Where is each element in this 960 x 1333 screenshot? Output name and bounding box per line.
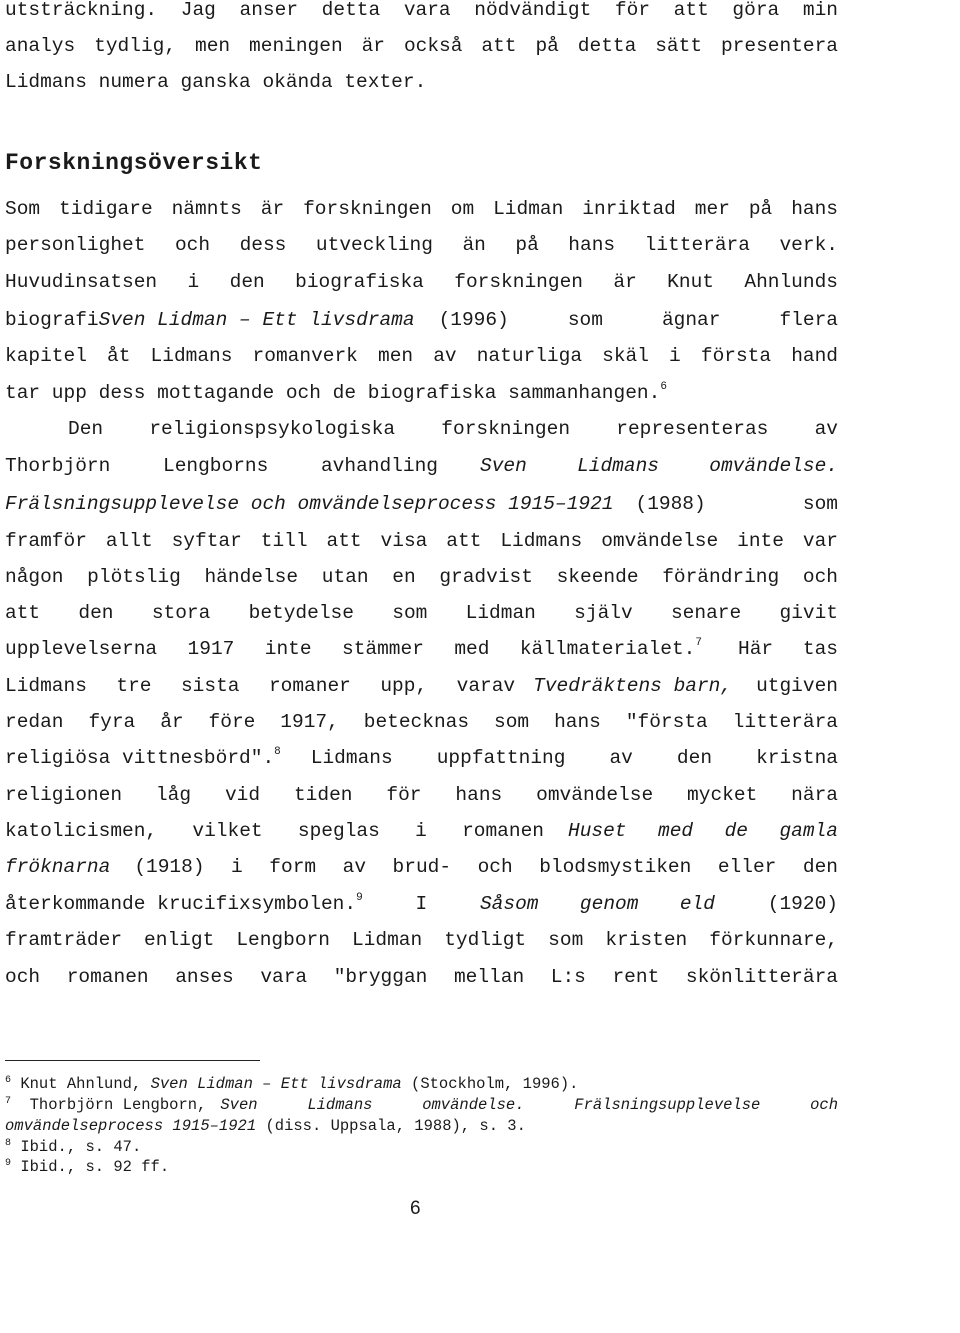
text: att den stora betydelse som Lidman själv senare givit bbox=[5, 602, 838, 624]
text: Thorbjörn Lengborns avhandling bbox=[5, 455, 438, 477]
text: kapitel åt Lidmans romanverk men av naturliga skäl i första hand bbox=[5, 345, 838, 367]
text: Som tidigare nämnts är forskningen om Lidman inriktad mer på hans bbox=[5, 198, 838, 220]
text: Lidmans uppfattning av den kristna bbox=[310, 747, 838, 769]
text: Lidmans numera ganska okända texter. bbox=[5, 71, 427, 93]
text: utgiven bbox=[756, 675, 838, 697]
text: (1988) som bbox=[635, 493, 838, 515]
text bbox=[5, 378, 667, 408]
book-title: Frälsningsupplevelse och omvändelseprocess 1915–1921 bbox=[5, 493, 614, 515]
para1-line-3 bbox=[5, 267, 838, 297]
footnote-divider bbox=[5, 1060, 260, 1061]
text: Knut Ahnlund, bbox=[20, 1075, 142, 1093]
para1-line-1 bbox=[5, 194, 838, 224]
para2-line-14 bbox=[5, 889, 838, 919]
para1-line-2 bbox=[5, 230, 838, 260]
book-title: fröknarna bbox=[5, 856, 111, 878]
footnote-number: 6 bbox=[5, 1075, 12, 1086]
text: Ibid., s. 47. bbox=[20, 1138, 142, 1156]
text: I bbox=[415, 893, 428, 915]
footnote-8 bbox=[5, 1137, 141, 1158]
para2-line-11 bbox=[5, 780, 838, 810]
text bbox=[5, 889, 363, 919]
text: katolicismen, vilket speglas i romanen bbox=[5, 820, 544, 842]
para2-line-12 bbox=[5, 816, 838, 846]
para2-line-4 bbox=[5, 526, 838, 556]
text: Thorbjörn Lengborn, bbox=[29, 1096, 207, 1114]
footnote-7 bbox=[5, 1095, 838, 1116]
text: religionen låg vid tiden för hans omvändelse mycket nära bbox=[5, 784, 838, 806]
para2-line-8 bbox=[5, 671, 838, 701]
book-title: Huset med de gamla bbox=[568, 820, 838, 842]
text: framför allt syftar till att visa att Lidmans omvändelse inte var bbox=[5, 530, 838, 552]
text: tar upp dess mottagande och de biografiska sammanhangen. bbox=[5, 382, 661, 404]
text: (diss. Uppsala, 1988), s. 3. bbox=[265, 1117, 526, 1135]
text: (1996) som ägnar flera bbox=[438, 309, 838, 331]
text: biografi bbox=[5, 309, 99, 331]
book-title: Sven Lidmans omvändelse. Frälsningsupplevelse och bbox=[220, 1096, 838, 1114]
para1-line-5 bbox=[5, 341, 838, 371]
text: (1920) bbox=[767, 893, 838, 915]
book-title: Sven Lidman – Ett livsdrama bbox=[98, 309, 415, 331]
text: framträder enligt Lengborn Lidman tydligt som kristen förkunnare, bbox=[5, 929, 838, 951]
text bbox=[5, 634, 702, 664]
text: personlighet och dess utveckling än på hans litterära verk. bbox=[5, 234, 838, 256]
text: utsträckning. Jag anser detta vara nödvändigt för att göra min bbox=[5, 0, 838, 21]
footnote-number: 7 bbox=[5, 1096, 12, 1107]
book-title: Såsom genom eld bbox=[479, 893, 715, 915]
text: någon plötslig händelse utan en gradvist skeende förändring och bbox=[5, 566, 838, 588]
footnote-7-cont bbox=[5, 1116, 526, 1137]
text: Lidmans tre sista romaner upp, varav bbox=[5, 675, 516, 697]
text: (1918) i form av brud- och blodsmystiken eller den bbox=[134, 856, 838, 878]
text: analys tydlig, men meningen är också att på detta sätt presentera bbox=[5, 35, 838, 57]
text: Här tas bbox=[738, 638, 838, 660]
text: Huvudinsatsen i den biografiska forskningen är Knut Ahnlunds bbox=[5, 271, 838, 293]
text: (Stockholm, 1996). bbox=[411, 1075, 579, 1093]
para2-line-10 bbox=[5, 743, 838, 773]
para1-line-4 bbox=[5, 305, 838, 335]
para2-line-5 bbox=[5, 562, 838, 592]
footnote-number: 9 bbox=[5, 1158, 12, 1169]
text: Ibid., s. 92 ff. bbox=[20, 1158, 170, 1176]
para2-line-7 bbox=[5, 634, 838, 664]
text: upplevelserna 1917 inte stämmer med källmaterialet. bbox=[5, 638, 696, 660]
book-title: Tvedräktens barn, bbox=[533, 675, 733, 697]
text: och romanen anses vara "bryggan mellan L:s rent skönlitterära bbox=[5, 966, 838, 988]
text: återkommande krucifixsymbolen. bbox=[5, 893, 357, 915]
para2-line-2 bbox=[5, 451, 838, 481]
intro-line-3 bbox=[5, 67, 838, 97]
text: redan fyra år före 1917, betecknas som hans "första litterära bbox=[5, 711, 838, 733]
footnote-number: 8 bbox=[5, 1138, 12, 1149]
footnote-ref[interactable]: 9 bbox=[356, 892, 363, 904]
section-heading: Forskningsöversikt bbox=[5, 150, 263, 176]
para2-line-3 bbox=[5, 489, 838, 519]
intro-line-2 bbox=[5, 31, 838, 61]
para2-line-16 bbox=[5, 962, 838, 992]
footnote-6 bbox=[5, 1074, 578, 1095]
para2-line-15 bbox=[5, 925, 838, 955]
para2-line-9 bbox=[5, 707, 838, 737]
text: Den religionspsykologiska forskningen representeras av bbox=[68, 418, 838, 440]
footnote-ref[interactable]: 6 bbox=[660, 381, 667, 393]
book-title: Sven Lidmans omvändelse. bbox=[480, 455, 838, 477]
footnote-ref[interactable]: 8 bbox=[274, 746, 281, 758]
para1-line-6 bbox=[5, 378, 838, 408]
book-title: omvändelseprocess 1915–1921 bbox=[5, 1117, 257, 1135]
text bbox=[5, 1095, 206, 1116]
book-title: Sven Lidman – Ett livsdrama bbox=[150, 1075, 402, 1093]
para2-line-13 bbox=[5, 852, 838, 882]
page-number: 6 bbox=[410, 1198, 421, 1219]
text bbox=[5, 743, 281, 773]
para2-line-6 bbox=[5, 598, 838, 628]
text: religiösa vittnesbörd". bbox=[5, 747, 275, 769]
footnote-9 bbox=[5, 1157, 169, 1178]
intro-line-1 bbox=[5, 0, 838, 25]
para2-line-1 bbox=[5, 414, 838, 444]
footnote-ref[interactable]: 7 bbox=[695, 637, 702, 649]
